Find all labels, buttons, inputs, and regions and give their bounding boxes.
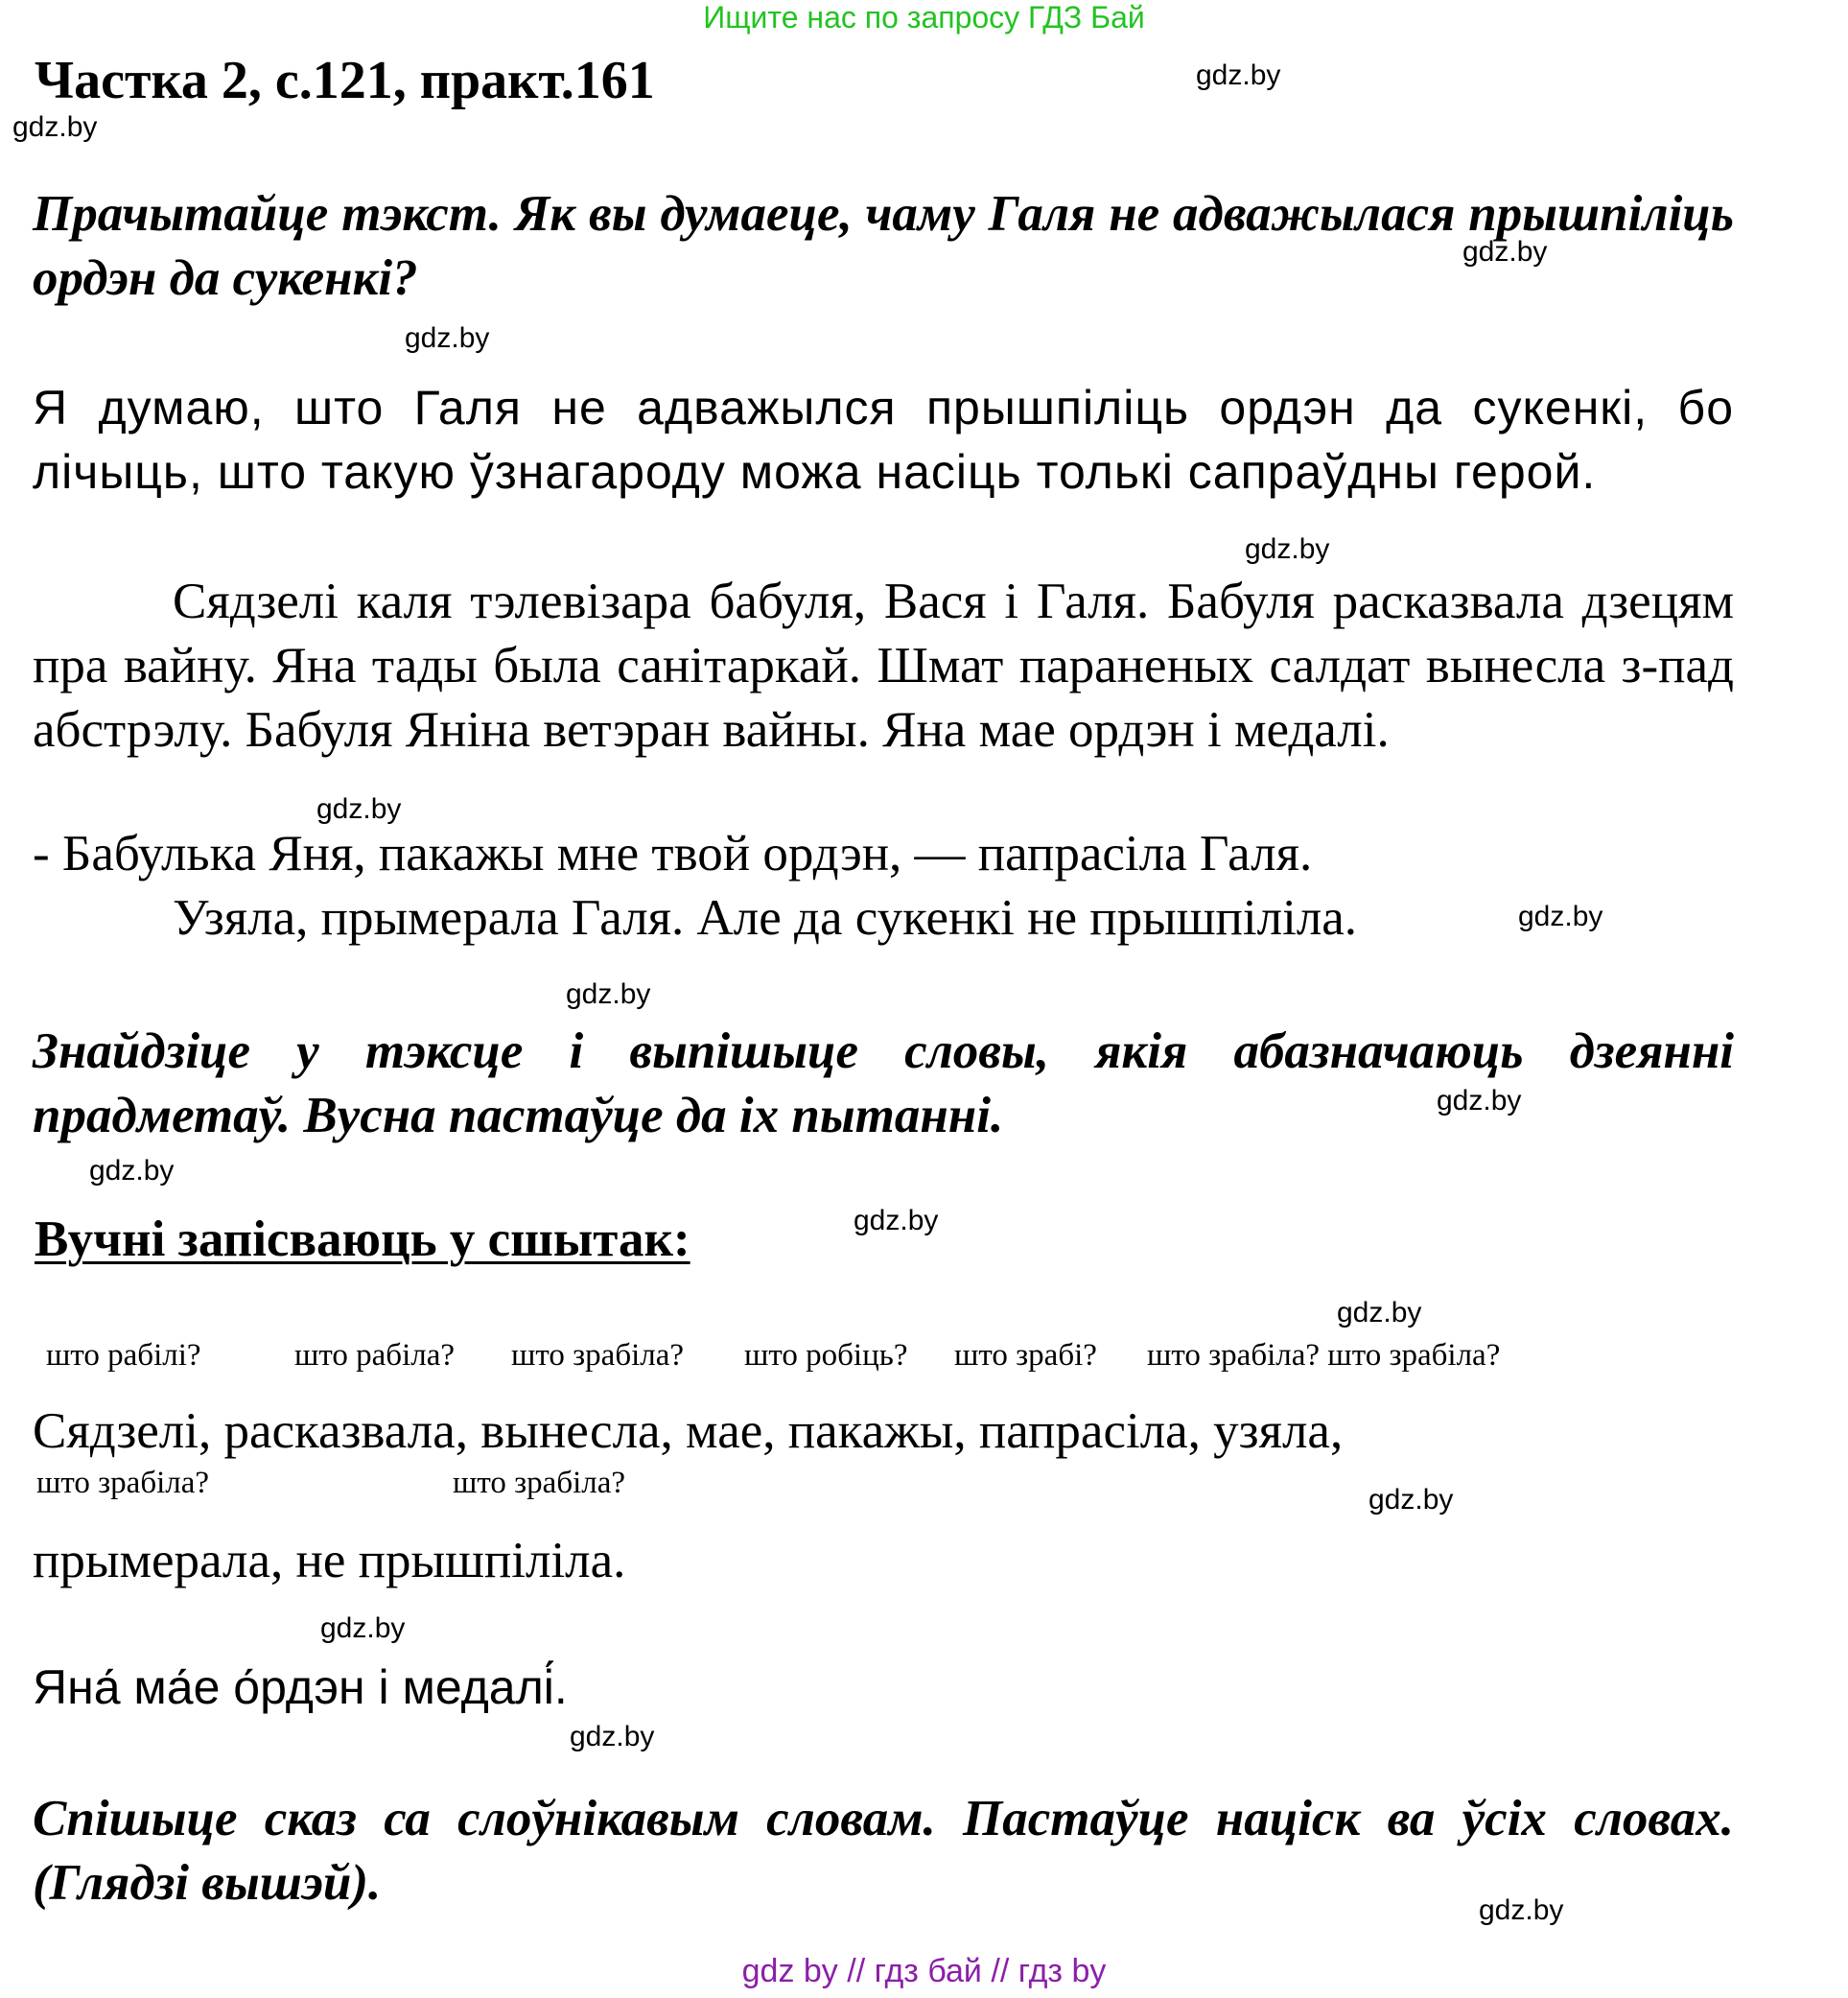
story-dialogue: - Бабулька Яня, пакажы мне твой ордэн, — папрасіла Галя. [33,826,1313,881]
page-title: Частка 2, с.121, практ.161 [35,51,655,110]
watermark: gdz.by [1337,1297,1422,1328]
watermark: gdz.by [320,1612,406,1644]
watermark: gdz.by [405,322,490,354]
story-paragraph-2: Узяла, прымерала Галя. Але да сукенкі не прышпіліла. [173,890,1358,946]
question-label: што зрабіла? [36,1466,210,1500]
notebook-heading: Вучні запісваюць у сшытак: [35,1211,690,1267]
task-2-text: Знайдзіце у тэксце і выпішыце словы, якія абазначаюць дзеянні прадметаў. Вусна пастаўце да іх пытанні. [33,1023,1734,1143]
watermark: gdz.by [570,1721,655,1752]
watermark: gdz.by [1462,236,1548,268]
verbs-line-1: Сядзелі, расказвала, вынесла, мае, пакажы, папрасіла, узяла, [33,1403,1344,1459]
watermark: gdz.by [1368,1484,1454,1516]
top-banner: Ищите нас по запросу ГДЗ Бай [703,0,1145,35]
task-1-text: Прачытайце тэкст. Як вы думаеце, чаму Галя не адважылася прышпіліць ордэн да сукенкі? [33,186,1734,306]
story-paragraph-1: Сядзелі каля тэлевізара бабуля, Вася і Галя. Бабуля расказвала дзецям пра вайну. Яна тады была санітаркай. Шмат параненых салдат вынесла з-пад абстрэлу. Бабуля Яніна ветэран вайны. Яна мае ордэн і медалі. [33,574,1734,758]
watermark: gdz.by [1479,1894,1564,1926]
watermark: gdz.by [1518,901,1603,932]
question-label: што рабілі? [46,1338,201,1373]
answer-1-text: Я думаю, што Галя не адважылся прышпіліць ордэн да сукенкі, бо лічыць, што такую ўзнагароду можа насіць толькі сапраўдны герой. [33,381,1734,499]
task-3-text: Спішыце сказ са слоўнікавым словам. Пастаўце націск ва ўсіх словах.(Глядзі вышэй). [33,1791,1734,1911]
watermark: gdz.by [854,1205,939,1236]
watermark: gdz.by [316,793,402,825]
watermark: gdz.by [1196,59,1281,91]
question-label: што рабіла? [294,1338,456,1373]
question-label: што робіць? [744,1338,908,1373]
watermark: gdz.by [566,978,651,1010]
watermark: gdz.by [1245,533,1330,565]
footer-links: gdz by // гдз бай // гдз by [741,1953,1107,1989]
question-label: што зрабіла? [453,1466,626,1500]
watermark: gdz.by [89,1155,175,1187]
question-label: што зрабі? [954,1338,1097,1373]
question-label: што зрабіла? што зрабіла? [1147,1338,1501,1373]
watermark: gdz.by [12,111,98,143]
watermark: gdz.by [1437,1085,1522,1117]
question-label: што зрабіла? [511,1338,685,1373]
accent-sentence: Яна́ ма́е о́рдэн і медалі́. [33,1660,568,1714]
verbs-line-2: прымерала, не прышпіліла. [33,1533,626,1588]
